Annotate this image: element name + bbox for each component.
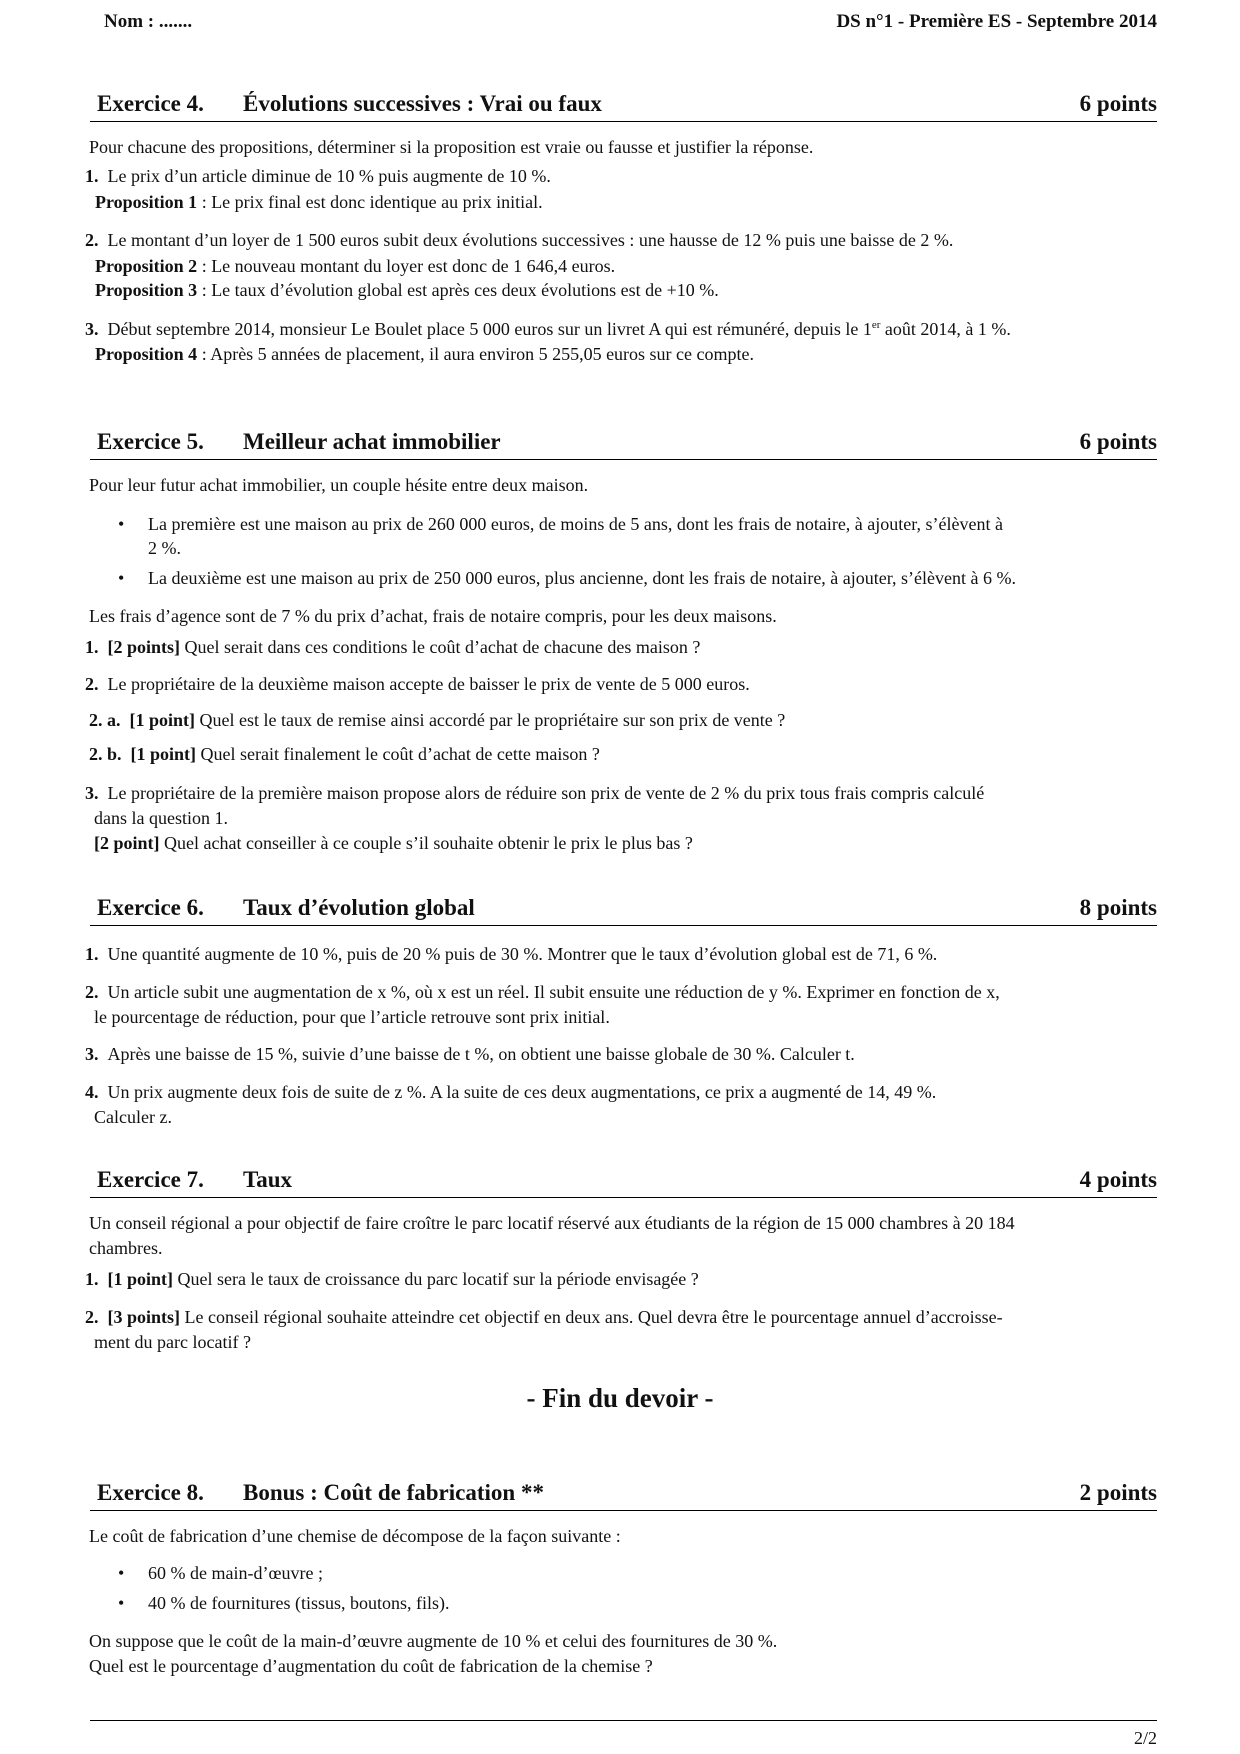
exercise-8-title: Bonus : Coût de fabrication ** bbox=[243, 1480, 544, 1505]
exercise-4-heading bbox=[90, 89, 1157, 122]
ex6-q3-text: Après une baisse de 15 %, suivie d’une baisse de t %, on obtient une baisse globale de 30 %. Calculer t. bbox=[107, 1044, 855, 1064]
ex4-proposition-4 bbox=[95, 343, 754, 366]
page-number: 2/2 bbox=[1133, 1728, 1157, 1748]
ex8-intro: Le coût de fabrication d’une chemise de décompose de la façon suivante : bbox=[89, 1526, 621, 1546]
ex7-q2-points: [3 points] bbox=[107, 1307, 181, 1327]
ex5-question-2a bbox=[89, 709, 785, 732]
ex5-q3-number: 3. bbox=[85, 783, 99, 803]
exercise-7-number: Exercice 7. bbox=[97, 1167, 204, 1192]
name-label: Nom : ....... bbox=[104, 11, 193, 32]
exercise-8-heading bbox=[90, 1478, 1157, 1511]
ex6-q3-number: 3. bbox=[85, 1044, 99, 1064]
ex8-line-2: Quel est le pourcentage d’augmentation du coût de fabrication de la chemise ? bbox=[89, 1656, 653, 1676]
ex4-p3-label: Proposition 3 bbox=[95, 280, 198, 300]
ex8-bullet-1: • 60 % de main-d’œuvre ; bbox=[148, 1562, 323, 1585]
ex7-q1-points: [1 point] bbox=[107, 1269, 174, 1289]
ex7-question-2 bbox=[85, 1306, 1003, 1329]
ex4-question-2 bbox=[85, 229, 953, 252]
ex4-p4-text: : Après 5 années de placement, il aura environ 5 255,05 euros sur ce compte. bbox=[197, 344, 755, 364]
ex5-q3-instruction bbox=[94, 832, 693, 855]
ex4-p3-text: : Le taux d’évolution global est après ces deux évolutions est de +10 %. bbox=[197, 280, 719, 300]
ds-title: DS n°1 - Première ES - Septembre 2014 bbox=[836, 11, 1157, 32]
ex7-intro-line-2: chambres. bbox=[89, 1238, 163, 1258]
footer-rule bbox=[90, 1720, 1157, 1721]
exercise-4-title: Évolutions successives : Vrai ou faux bbox=[243, 91, 602, 116]
ex5-question-1 bbox=[85, 636, 700, 659]
ex5-q2a-text: Quel est le taux de remise ainsi accordé par le propriétaire sur son prix de vente ? bbox=[195, 710, 786, 730]
exercise-5-number: Exercice 5. bbox=[97, 429, 204, 454]
exercise-7-title: Taux bbox=[243, 1167, 293, 1192]
ex5-q1-points: [2 points] bbox=[107, 637, 181, 657]
ex4-proposition-2 bbox=[95, 255, 615, 278]
ex5-q3-line-1: Le propriétaire de la première maison propose alors de réduire son prix de vente de 2 % du prix tous frais compris calculé bbox=[107, 783, 985, 803]
ex7-q2-text: Le conseil régional souhaite atteindre cet objectif en deux ans. Quel devra être le pourcentage annuel d’accroisse- bbox=[180, 1307, 1003, 1327]
ex6-question-2 bbox=[85, 981, 1000, 1004]
exercise-5-heading bbox=[90, 427, 1157, 460]
ex6-q2-line-2: le pourcentage de réduction, pour que l’article retrouve sont prix initial. bbox=[94, 1007, 610, 1027]
exercise-4-intro: Pour chacune des propositions, déterminer si la proposition est vraie ou fausse et justifier la réponse. bbox=[89, 137, 814, 157]
exercise-6-heading bbox=[90, 893, 1157, 926]
ex5-q2b-points: [1 point] bbox=[130, 744, 197, 764]
ex4-q2-number: 2. bbox=[85, 230, 99, 250]
ex5-bullet-1-line-2: 2 %. bbox=[148, 538, 181, 558]
ex4-q3-text-a: Début septembre 2014, monsieur Le Boulet place 5 000 euros sur un livret A qui est rémunéré, depuis le 1 bbox=[107, 319, 872, 339]
ex5-q2a-points: [1 point] bbox=[129, 710, 196, 730]
ex5-bullet-1-line-1: • La première est une maison au prix de 260 000 euros, de moins de 5 ans, dont les frais de notaire, à ajouter, s’élèvent à bbox=[148, 513, 1003, 536]
ex5-question-3 bbox=[85, 782, 984, 805]
exercise-5-points: 6 points bbox=[1079, 429, 1157, 454]
ex6-q1-number: 1. bbox=[85, 944, 99, 964]
ex4-p2-text: : Le nouveau montant du loyer est donc de 1 646,4 euros. bbox=[197, 256, 616, 276]
ex5-q1-number: 1. bbox=[85, 637, 99, 657]
ex4-q3-number: 3. bbox=[85, 319, 99, 339]
exercise-8-points: 2 points bbox=[1079, 1480, 1157, 1505]
ex5-q1-text: Quel serait dans ces conditions le coût d’achat de chacune des maison ? bbox=[180, 637, 701, 657]
ex5-q2-text: Le propriétaire de la deuxième maison accepte de baisser le prix de vente de 5 000 euros. bbox=[107, 674, 750, 694]
exercise-6-points: 8 points bbox=[1079, 895, 1157, 920]
ex7-q2-number: 2. bbox=[85, 1307, 99, 1327]
ex8-line-1: On suppose que le coût de la main-d’œuvre augmente de 10 % et celui des fournitures de 30 %. bbox=[89, 1631, 778, 1651]
exercise-7-heading bbox=[90, 1165, 1157, 1198]
ex6-question-4 bbox=[85, 1081, 936, 1104]
ex6-q2-number: 2. bbox=[85, 982, 99, 1002]
ex6-question-1 bbox=[85, 943, 937, 966]
ex4-p4-label: Proposition 4 bbox=[95, 344, 198, 364]
exercise-6-title: Taux d’évolution global bbox=[243, 895, 475, 920]
ex4-proposition-1 bbox=[95, 191, 543, 214]
ex4-proposition-3 bbox=[95, 279, 719, 302]
ex4-q2-text: Le montant d’un loyer de 1 500 euros subit deux évolutions successives : une hausse de 12 % puis une baisse de 2 %. bbox=[107, 230, 954, 250]
ex5-frais: Les frais d’agence sont de 7 % du prix d’achat, frais de notaire compris, pour les deux maisons. bbox=[89, 606, 777, 626]
ex6-q4-line-1: Un prix augmente deux fois de suite de z %. A la suite de ces deux augmentations, ce prix a augmenté de 14, 49 %. bbox=[107, 1082, 937, 1102]
exercise-5-title: Meilleur achat immobilier bbox=[243, 429, 501, 454]
ex6-question-3 bbox=[85, 1043, 855, 1066]
ex5-bullet-2: • La deuxième est une maison au prix de 250 000 euros, plus ancienne, dont les frais de notaire, à ajouter, s’élèvent à 6 %. bbox=[148, 567, 1016, 590]
ex4-p1-text: : Le prix final est donc identique au prix initial. bbox=[197, 192, 543, 212]
ex4-q1-number: 1. bbox=[85, 166, 99, 186]
ex4-question-3 bbox=[85, 318, 1011, 341]
exercise-4-points: 6 points bbox=[1079, 91, 1157, 116]
ex7-q2-line-2: ment du parc locatif ? bbox=[94, 1332, 251, 1352]
ex4-question-1 bbox=[85, 165, 551, 188]
ex4-q3-sup: er bbox=[871, 319, 881, 331]
end-of-exam: - Fin du devoir - bbox=[526, 1383, 714, 1413]
exercise-8-number: Exercice 8. bbox=[97, 1480, 204, 1505]
ex4-q3-text-b: août 2014, à 1 %. bbox=[880, 319, 1011, 339]
ex6-q4-number: 4. bbox=[85, 1082, 99, 1102]
ex5-q2a-number: 2. a. bbox=[89, 710, 121, 730]
ex5-question-2 bbox=[85, 673, 750, 696]
ex7-question-1 bbox=[85, 1268, 699, 1291]
ex4-p1-label: Proposition 1 bbox=[95, 192, 198, 212]
ex4-p2-label: Proposition 2 bbox=[95, 256, 198, 276]
exercise-6-number: Exercice 6. bbox=[97, 895, 204, 920]
ex4-q1-text: Le prix d’un article diminue de 10 % puis augmente de 10 %. bbox=[107, 166, 551, 186]
ex5-q3-text: Quel achat conseiller à ce couple s’il souhaite obtenir le prix le plus bas ? bbox=[159, 833, 693, 853]
ex5-q3-line-2: dans la question 1. bbox=[94, 808, 228, 828]
ex7-intro-line-1: Un conseil régional a pour objectif de faire croître le parc locatif réservé aux étudiants de la région de 15 000 chambres à 20 184 bbox=[89, 1213, 1015, 1233]
ex6-q1-text: Une quantité augmente de 10 %, puis de 20 % puis de 30 %. Montrer que le taux d’évolution global est de 71, 6 %. bbox=[107, 944, 938, 964]
ex5-question-2b bbox=[89, 743, 600, 766]
ex6-q2-line-1: Un article subit une augmentation de x %, où x est un réel. Il subit ensuite une réduction de y %. Exprimer en fonction de x, bbox=[107, 982, 1000, 1002]
ex8-bullet-2: • 40 % de fournitures (tissus, boutons, fils). bbox=[148, 1592, 449, 1615]
ex5-q2b-text: Quel serait finalement le coût d’achat de cette maison ? bbox=[196, 744, 600, 764]
ex5-q2b-number: 2. b. bbox=[89, 744, 122, 764]
ex7-q1-number: 1. bbox=[85, 1269, 99, 1289]
ex6-q4-line-2: Calculer z. bbox=[94, 1107, 172, 1127]
exercise-4-number: Exercice 4. bbox=[97, 91, 204, 116]
ex7-q1-text: Quel sera le taux de croissance du parc locatif sur la période envisagée ? bbox=[173, 1269, 699, 1289]
ex5-q2-number: 2. bbox=[85, 674, 99, 694]
exercise-5-intro: Pour leur futur achat immobilier, un couple hésite entre deux maison. bbox=[89, 475, 589, 495]
ex5-q3-points: [2 point] bbox=[94, 833, 160, 853]
exercise-7-points: 4 points bbox=[1079, 1167, 1157, 1192]
